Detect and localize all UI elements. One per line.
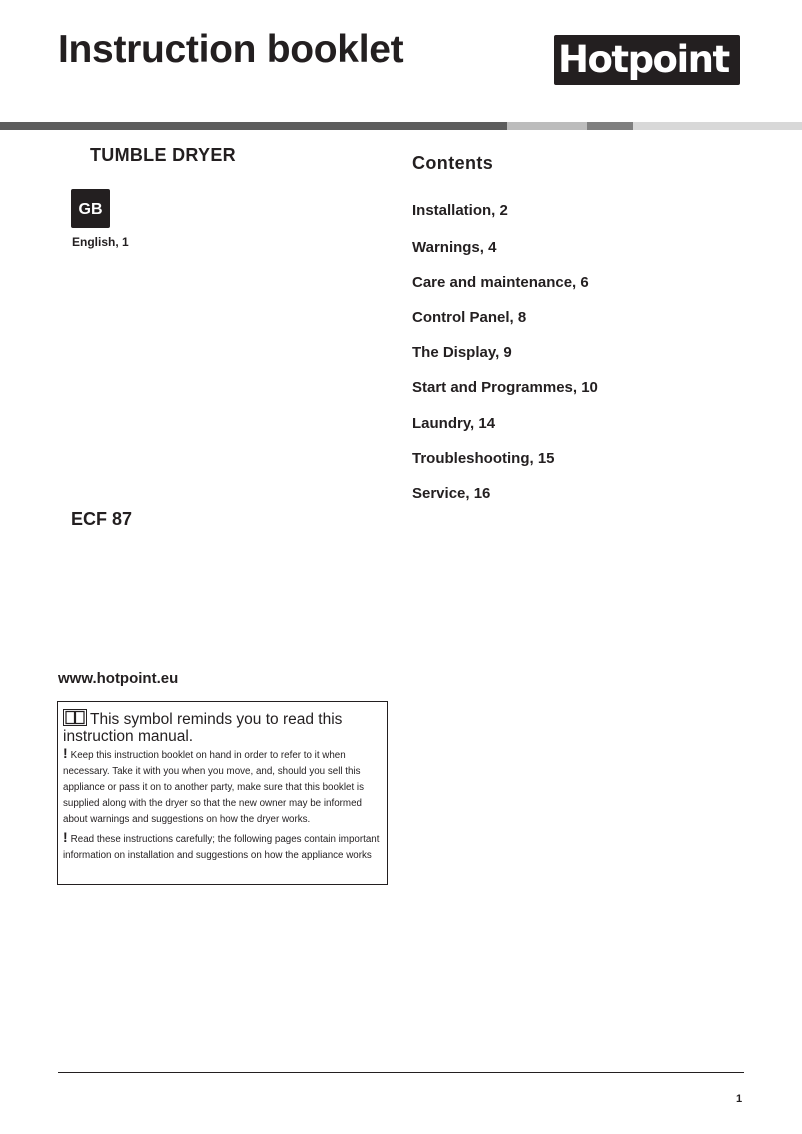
header-band-light [507, 122, 587, 130]
header-band-pale [633, 122, 802, 130]
toc-item-care: Care and maintenance, 6 [412, 274, 589, 291]
hotpoint-logo [554, 35, 740, 85]
warning-mark: ! [63, 829, 68, 845]
website-url: www.hotpoint.eu [58, 670, 179, 687]
notice-heading-line [63, 709, 381, 745]
toc-item-troubleshooting: Troubleshooting, 15 [412, 450, 555, 467]
notice-paragraph-1-block [63, 745, 385, 828]
toc-item-control-panel: Control Panel, 8 [412, 309, 527, 326]
language-badge: GB [71, 189, 110, 228]
toc-item-installation: Installation, 2 [412, 202, 508, 219]
footer-rule [58, 1072, 744, 1073]
toc-item-laundry: Laundry, 14 [412, 415, 496, 432]
toc-item-warnings: Warnings, 4 [412, 239, 497, 256]
header-band-mid [587, 122, 633, 130]
book-icon [63, 709, 87, 726]
page-number: 1 [736, 1093, 743, 1105]
notice-paragraph-2: Read these instructions carefully; the following pages contain important information on installation and suggestions on how the appliance works [63, 834, 380, 861]
language-page-ref: English, 1 [72, 235, 129, 249]
notice-paragraph-1: Keep this instruction booklet on hand in order to refer to it when necessary. Take it with you when you move, and, should you sell this appliance or pass it on to another party, make sure that this booklet is supplied along with the dryer so that the new owner may be informed about warnings and suggestions on how the dryer works. [63, 750, 364, 825]
logo-text: Hotpoint [558, 38, 729, 81]
toc-item-display: The Display, 9 [412, 344, 512, 361]
notice-paragraph-2-block [63, 829, 385, 864]
model-number: ECF 87 [71, 509, 133, 529]
contents-heading: Contents [412, 153, 494, 173]
product-type: TUMBLE DRYER [90, 145, 236, 165]
notice-heading: This symbol reminds you to read this instruction manual. [63, 711, 343, 745]
toc-item-service: Service, 16 [412, 485, 491, 502]
booklet-title: Instruction booklet [58, 28, 404, 71]
warning-mark: ! [63, 745, 68, 761]
notice-box [57, 701, 388, 885]
toc-item-programmes: Start and Programmes, 10 [412, 379, 598, 396]
header-band-dark [0, 122, 507, 130]
